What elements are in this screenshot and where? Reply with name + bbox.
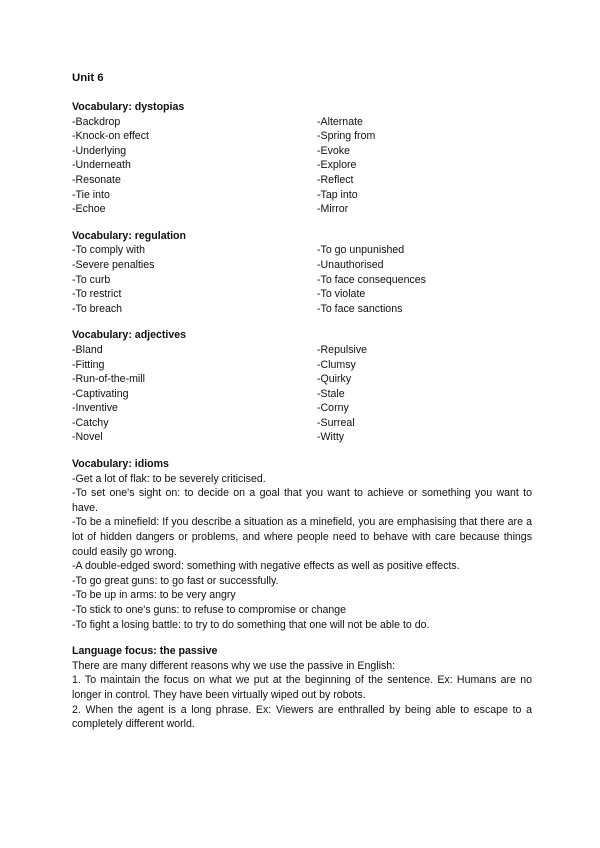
list-item: -Bland bbox=[72, 343, 103, 356]
list-item: -Corny bbox=[317, 402, 349, 415]
idiom-item: -To be up in arms: to be very angry bbox=[72, 589, 236, 602]
list-item: -To go unpunished bbox=[317, 244, 405, 257]
idiom-item: -A double-edged sword: something with negative effects as well as positive effects. bbox=[72, 560, 460, 573]
list-item: -Fitting bbox=[72, 358, 105, 371]
left-column bbox=[72, 343, 317, 445]
list-item: -To comply with bbox=[72, 244, 145, 257]
list-item: -Stale bbox=[317, 387, 345, 400]
list-item: -To restrict bbox=[72, 288, 122, 301]
list-item: -Tie into bbox=[72, 188, 110, 201]
list-item: -Inventive bbox=[72, 402, 118, 415]
section-title-passive: Language focus: the passive bbox=[72, 645, 218, 658]
list-item: -Catchy bbox=[72, 416, 109, 429]
list-item: -Quirky bbox=[317, 373, 352, 386]
list-item: -Clumsy bbox=[317, 358, 356, 371]
list-item: -Mirror bbox=[317, 203, 349, 216]
list-item: -Knock-on effect bbox=[72, 130, 149, 143]
list-item: -To curb bbox=[72, 273, 111, 286]
idiom-item: -To fight a losing battle: to try to do something that one will not be able to do. bbox=[72, 618, 430, 631]
list-item: -Explore bbox=[317, 159, 357, 172]
list-item: -Repulsive bbox=[317, 343, 368, 356]
list-item: -To face consequences bbox=[317, 273, 426, 286]
idiom-item: -To stick to one's guns: to refuse to compromise or change bbox=[72, 604, 347, 616]
list-item: -Alternate bbox=[317, 115, 363, 128]
list-item: -Resonate bbox=[72, 173, 121, 186]
list-item: -Tap into bbox=[317, 188, 358, 201]
section-dystopias bbox=[72, 100, 532, 217]
list-item: -Surreal bbox=[317, 416, 355, 429]
left-column bbox=[72, 243, 317, 316]
paragraph: 1. To maintain the focus on what we put at the beginning of the sentence. Ex: Humans are no longer in control. They have been virtually wiped out by robots. bbox=[72, 674, 532, 701]
right-column bbox=[317, 243, 532, 316]
section-passive bbox=[72, 644, 532, 732]
list-item: -Underlying bbox=[72, 144, 127, 157]
document-page bbox=[72, 70, 532, 732]
idiom-item: -To be a minefield: If you describe a situation as a minefield, you are emphasising that there are a lot of hidden dangers or problems, and where people need to behave with care because things could easily go wrong. bbox=[72, 516, 532, 558]
list-item: -Spring from bbox=[317, 130, 376, 143]
right-column bbox=[317, 343, 532, 445]
idiom-item: -To set one's sight on: to decide on a goal that you want to achieve or something you want to have. bbox=[72, 487, 532, 514]
list-item: -Run-of-the-mill bbox=[72, 373, 145, 386]
unit-title: Unit 6 bbox=[72, 72, 104, 84]
list-item: -Echoe bbox=[72, 203, 106, 216]
list-item: -Unauthorised bbox=[317, 258, 384, 271]
section-title-idioms: Vocabulary: idioms bbox=[72, 458, 169, 471]
section-title-regulation: Vocabulary: regulation bbox=[72, 229, 187, 242]
list-item: -Backdrop bbox=[72, 115, 121, 128]
section-title-dystopias: Vocabulary: dystopias bbox=[72, 101, 185, 113]
list-item: -Witty bbox=[317, 431, 345, 444]
paragraph: There are many different reasons why we use the passive in English: bbox=[72, 659, 396, 672]
list-item: -To breach bbox=[72, 302, 123, 315]
list-item: -Novel bbox=[72, 431, 103, 444]
section-idioms bbox=[72, 457, 532, 632]
right-column bbox=[317, 115, 532, 217]
word-columns bbox=[72, 343, 532, 445]
section-adjectives bbox=[72, 328, 532, 445]
list-item: -To face sanctions bbox=[317, 302, 403, 315]
idiom-item: -To go great guns: to go fast or successfully. bbox=[72, 574, 279, 587]
list-item: -Reflect bbox=[317, 173, 354, 186]
list-item: -To violate bbox=[317, 288, 366, 301]
left-column bbox=[72, 115, 317, 217]
idiom-item: -Get a lot of flak: to be severely criticised. bbox=[72, 472, 266, 485]
paragraph: 2. When the agent is a long phrase. Ex: Viewers are enthralled by being able to escape to a completely different world. bbox=[72, 703, 532, 731]
section-title-adjectives: Vocabulary: adjectives bbox=[72, 329, 187, 342]
list-item: -Captivating bbox=[72, 387, 129, 400]
list-item: -Evoke bbox=[317, 144, 350, 157]
section-regulation bbox=[72, 229, 532, 317]
word-columns bbox=[72, 243, 532, 316]
list-item: -Severe penalties bbox=[72, 258, 155, 271]
list-item: -Underneath bbox=[72, 159, 131, 172]
word-columns bbox=[72, 115, 532, 217]
